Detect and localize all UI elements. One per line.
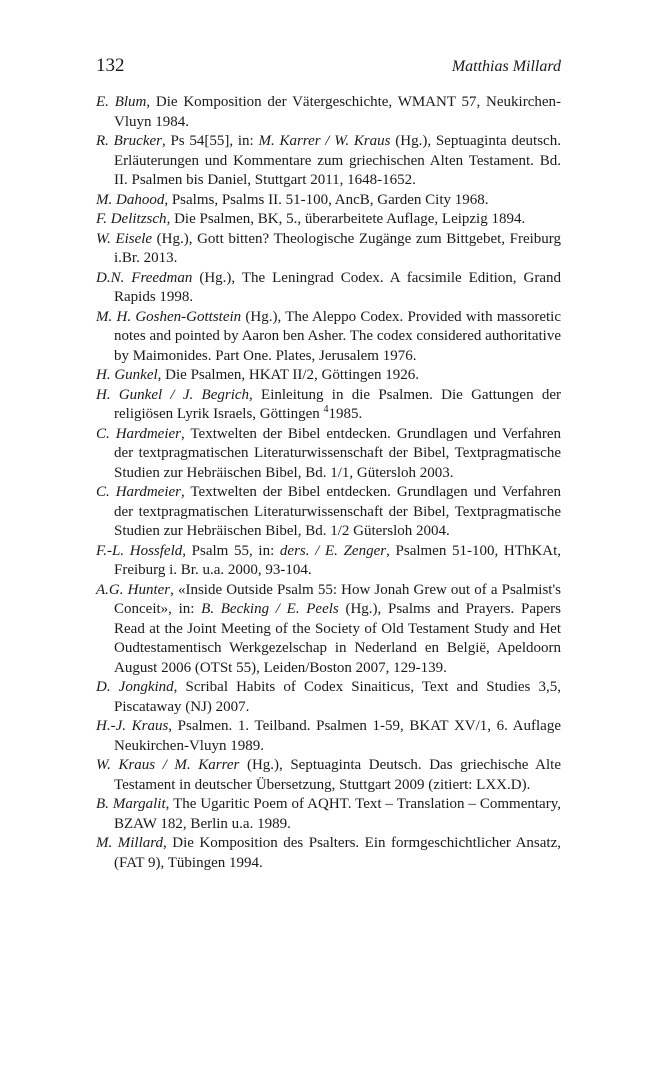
- entry-text: , Psalms, Psalms II. 51-100, AncB, Garden City 1968.: [164, 191, 489, 208]
- entry-author: W. Kraus / M. Karrer: [96, 757, 240, 773]
- entry-text: (Hg.), Gott bitten? Theologische Zugänge zum Bittgebet, Freiburg i.Br. 2013.: [114, 230, 561, 266]
- bibliography-entry: [96, 269, 561, 308]
- bibliography-entry: [96, 210, 561, 230]
- entry-author: C. Hardmeier: [96, 425, 181, 442]
- entry-author: W. Eisele: [96, 230, 153, 247]
- entry-author: R. Brucker: [96, 133, 162, 149]
- entry-author: B. Becking / E. Peels: [201, 601, 339, 617]
- entry-author: B. Margalit: [96, 796, 166, 812]
- entry-text: , Die Psalmen, HKAT II/2, Göttingen 1926.: [157, 367, 420, 383]
- entry-text: , Psalmen 51-100, HThKAt, Freiburg i. Br. u.a. 2000, 93-104.: [114, 542, 561, 578]
- entry-text: , Textwelten der Bibel entdecken. Grundlagen und Verfahren der textpragmatischen Literaturwissenschaft der Bibel, Textpragmatische Studien zur Hebräischen Bibel, Bd. 1/1, Gütersloh 2003.: [114, 425, 561, 481]
- entry-author: F. Delitzsch: [96, 211, 167, 227]
- bibliography-entry: [96, 795, 561, 834]
- bibliography-entry: [96, 717, 561, 756]
- bibliography-entry: [96, 308, 561, 367]
- entry-text: (Hg.), Septuaginta deutsch. Erläuterungen und Kommentare zum griechischen Alten Testament. Bd. II. Psalmen bis Daniel, Stuttgart 2011, 1648-1652.: [114, 133, 561, 188]
- entry-author: M. Dahood: [96, 191, 165, 208]
- bibliography-entry: [96, 756, 561, 795]
- entry-author: ders. / E. Zenger: [279, 542, 387, 559]
- entry-author: A.G. Hunter: [96, 581, 171, 598]
- entry-text: , Psalm 55, in:: [182, 542, 280, 559]
- entry-text: , The Ugaritic Poem of AQHT. Text – Translation – Commentary, BZAW 182, Berlin u.a. 1989.: [114, 796, 561, 832]
- entry-text: , Einleitung in die Psalmen. Die Gattungen der religiösen Lyrik Israels, Göttingen: [114, 386, 561, 422]
- entry-author: D.N. Freedman: [96, 269, 193, 286]
- entry-text: (Hg.), The Leningrad Codex. A facsimile Edition, Grand Rapids 1998.: [114, 269, 561, 305]
- entry-text: , Ps 54[55], in:: [161, 133, 259, 149]
- bibliography-entry: [96, 191, 561, 211]
- bibliography-entry: [96, 834, 561, 873]
- entry-author: C. Hardmeier: [96, 484, 181, 500]
- entry-text: , Scribal Habits of Codex Sinaiticus, Text and Studies 3,5, Piscataway (NJ) 2007.: [114, 679, 561, 715]
- entry-author: D. Jongkind: [96, 679, 174, 695]
- entry-text: 1985.: [328, 406, 363, 422]
- entry-author: H. Gunkel / J. Begrich: [96, 386, 250, 403]
- entry-text: , Psalmen. 1. Teilband. Psalmen 1-59, BKAT XV/1, 6. Auflage Neukirchen-Vluyn 1989.: [114, 718, 561, 754]
- entry-text: , Die Komposition der Vätergeschichte, WMANT 57, Neukirchen-Vluyn 1984.: [114, 94, 562, 130]
- bibliography-entry: [96, 542, 561, 581]
- entry-text: , Die Psalmen, BK, 5., überarbeitete Auflage, Leipzig 1894.: [166, 211, 526, 227]
- entry-author: E. Blum: [96, 94, 147, 110]
- bibliography-entry: [96, 425, 561, 484]
- running-head: Matthias Millard: [451, 58, 561, 75]
- entry-edition-superscript: 4: [323, 404, 329, 415]
- entry-text: , Textwelten der Bibel entdecken. Grundlagen und Verfahren der textpragmatischen Literaturwissenschaft der Bibel, Textpragmatische Studien zur Hebräischen Bibel, Bd. 1/2 Gütersloh 2004.: [114, 484, 561, 539]
- entry-author: F.-L. Hossfeld: [96, 542, 183, 559]
- bibliography-entry: [96, 386, 561, 425]
- entry-text: , Die Komposition des Psalters. Ein formgeschichtlicher Ansatz, (FAT 9), Tübingen 1994.: [114, 835, 561, 871]
- bibliography-entry: [96, 230, 561, 269]
- bibliography-entry: [96, 93, 561, 132]
- entry-text: (Hg.), Psalms and Prayers. Papers Read at the Joint Meeting of the Society of Old Testament Study and Het Oudtestamentisch Werkgezelschap in Nederland en België, Apeldoorn August 2006 (OTSt 55), Leiden/Boston 2007, 129-139.: [114, 601, 562, 676]
- entry-text: (Hg.), The Aleppo Codex. Provided with massoretic notes and pointed by Aaron ben Asher. The codex considered authoritative by Maimonides. Part One. Plates, Jerusalem 1976.: [114, 308, 561, 364]
- bibliography-entry: [96, 366, 561, 386]
- book-page: [96, 55, 561, 873]
- entry-text: (Hg.), Septuaginta Deutsch. Das griechische Alte Testament in deutscher Übersetzung, Stuttgart 2009 (zitiert: LXX.D).: [114, 757, 561, 793]
- bibliography-list: [96, 93, 561, 873]
- entry-author: M. H. Goshen-Gottstein: [96, 308, 242, 325]
- bibliography-entry: [96, 132, 561, 191]
- entry-author: H.-J. Kraus: [96, 718, 169, 734]
- entry-author: H. Gunkel: [96, 367, 158, 383]
- bibliography-entry: [96, 678, 561, 717]
- entry-text: , «Inside Outside Psalm 55: How Jonah Grew out of a Psalmist's Conceit», in:: [114, 581, 561, 617]
- bibliography-entry: [96, 581, 561, 679]
- entry-author: M. Millard: [96, 835, 164, 851]
- entry-author: M. Karrer / W. Kraus: [258, 133, 391, 149]
- page-header: [96, 55, 561, 93]
- page-number: 132: [96, 55, 125, 76]
- bibliography-entry: [96, 483, 561, 542]
